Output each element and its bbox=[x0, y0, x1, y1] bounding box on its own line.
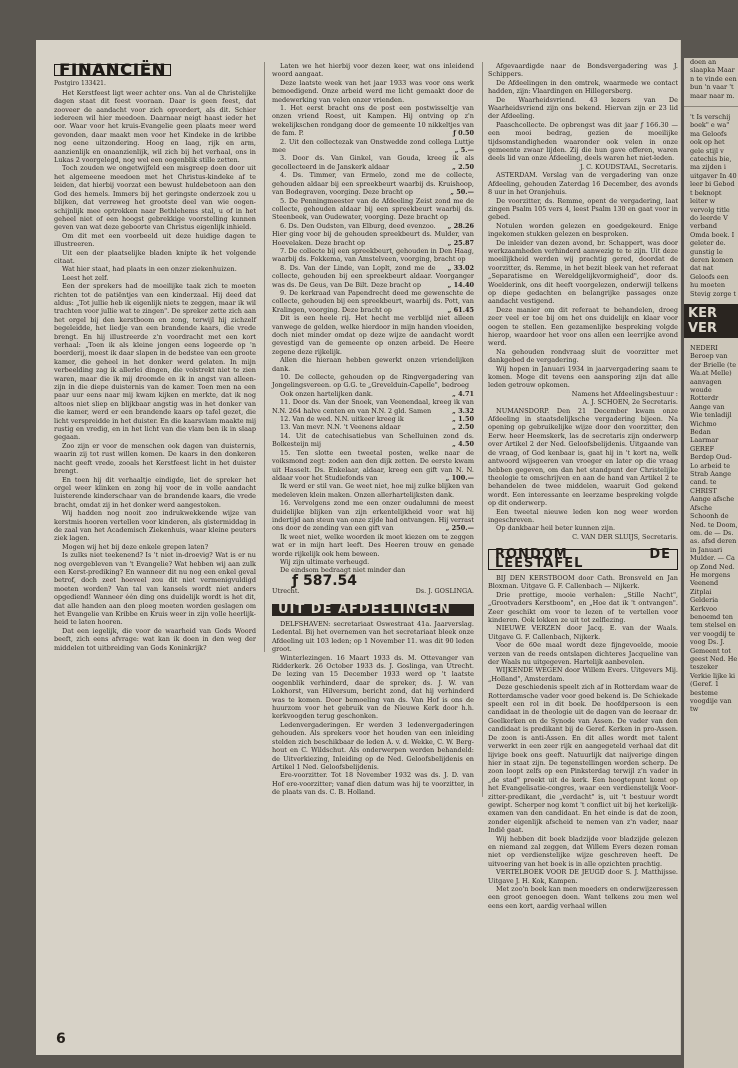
gift-text: 12. Van de wed. N.N. uitkeer kreeg ik bbox=[280, 415, 404, 424]
book-reviews bbox=[488, 574, 678, 910]
page-number: 6 bbox=[56, 1031, 66, 1047]
gift-text: Wij zijn ultimate verheugd. bbox=[280, 557, 370, 566]
paragraph: Op dankbaar heil beter kunnen zijn. bbox=[496, 524, 616, 533]
total-amount: ƒ 587.54 bbox=[292, 572, 357, 589]
paragraph: VERTELBOEK VOOR DE JEUGD door S. J. Matthijsse. Uitgave J. H. Kok, Kampen. bbox=[488, 868, 678, 885]
gift-text: Ik werd er stil van. Ge weet niet, hoe mij zulke blijken van medeleven klein maken. Onzen allerhartelijksten dank. bbox=[272, 482, 474, 499]
gift-text: 1. Het eerst bracht ons de post een postwisseltje van onzen vriend Roest, uit Kampen. Hij ontving op z'n wekelijkschen rondgang door de gemeente 10 nikkeltjes van de fam. P. bbox=[272, 104, 474, 138]
gift-item bbox=[272, 449, 474, 483]
gift-text: Dit is een heele rij. Het hecht me verblijd niet alleen vanwege de gelden, welke hierdoor in mijn handen vloeiden, doch niet minder omdat op deze wijze de aandacht wordt gevestigd van de gemeente op onzen arbeid. De Heere zegene deze rijkelijk. bbox=[272, 314, 474, 356]
gift-text: 2. Uit den collectezak van Onstwedde zond collega Luttje mee bbox=[272, 137, 474, 155]
gift-text: 7. De collecte bij een spreekbeurt, gehouden in Den Haag, waarbij ds. Fokkema, van Amstelveen, voorging, bracht op bbox=[272, 246, 474, 264]
signature-place: Utrecht. bbox=[272, 587, 300, 596]
paragraph: BIJ DEN KERSTBOOM door Cath. Bronsveld en Jan Bloxman. Uitgave G. F. Callenbach — Nijkerk. bbox=[488, 573, 678, 591]
adjacent-banner: KER VER bbox=[684, 304, 738, 338]
gift-amount: „ 61.45 bbox=[447, 305, 474, 314]
gift-item bbox=[272, 415, 474, 423]
paragraph: NIEUWE VERZEN door Jacq. E. van der Waals. Uitgave G. F. Callenbach, Nijkerk. bbox=[488, 624, 678, 641]
section-title-afdeelingen: UIT DE AFDEELINGEN bbox=[272, 604, 474, 616]
paragraph: WIJKENDE WEGEN door Willem Evers. Uitgevers Mij. „Holland", Amsterdam. bbox=[488, 666, 678, 683]
gift-amount: „ 1.50 bbox=[452, 415, 474, 424]
paragraph: Mogen wij het bij deze enkele grepen laten? bbox=[62, 542, 209, 551]
gift-item bbox=[272, 171, 474, 196]
gift-amount: „ 2.50 bbox=[452, 423, 474, 432]
gift-amount: ƒ 0.50 bbox=[453, 129, 474, 138]
gift-amount: „ 4.71 bbox=[452, 389, 474, 398]
gift-text: 16. Vervolgens zond me een onzer oudalumni de meest duidelijke blijken van zijn erkentelijkheid voor wat hij indertijd aan steun van onze zijde had ontvangen. Hij verrast ons door de zending van een gift van bbox=[272, 499, 474, 533]
adjacent-text-mid: 't Is verschij boek" e wa" ma Geloofs ook op het gele stijl v catechis bie, ma zijden i uitgaver In 40 leer bi Gebod t beknopt leiter w vervolg title do leerde V verband Omda boek. I geleter de. gunstig le deren komen dat nat Geloofs een hu moeten Stevig zorge t bbox=[690, 113, 737, 298]
gift-text: 10. De collecte, gehouden op de Ringvergadering van Jongelingsvereen. op G.G. te „Grevelduin-Capelle", bedroeg bbox=[272, 373, 474, 390]
paragraph: Toch zouden we ongetwijfeld een misgreep doen door uit het algemeene meedoen met het Christus-kindeke af te leiden, dat hierbij voorzat een bewust huldebetoon aan den God des hemels. Immers bij het geringste onderzoek zou u blijken, dat verreweg het grootste deel van wie oogenschijnlijk mee optrokken naar Bethlehems stal, u of in het geheel niet of een hoogst gebrekkige voorstelling kunnen geven van wat deze geboorte van Christus eigenlijk inhield. bbox=[54, 164, 256, 232]
gift-amount: „ 50.— bbox=[450, 188, 474, 197]
paragraph: Afgevaardigde naar de Bondsvergadering was J. Schippers. bbox=[488, 62, 678, 79]
paragraph: Deze geschiedenis speelt zich af in Rotterdam waar de Rotterdamsche vader voor goed bekend is. De Schiekade speelt een rol in dit boek. De hoofdpersoon is een candidaat in de theologie uit de dagen van de leeraar dr. Geelkerken en de Synode van Assen. De vader van den candidaat is predikant bij de Geref. Kerken in pro-Assen. De zoon is anti-Assen. En dit alles wordt met talent verwerkt in een zeer rijk en aangegeteld verhaal dat dit lijvige boek ons geeft. Natuurlijk dat naijverige dingen hier in staat zijn. De tegenstellingen worden scherp. De zoon loopt zelfs op een Pinksterdag terwijl z'n vader in „de stad" preekt uit de kerk. Een hoogtepunt komt op het Evangelisatie-congres, waar een verdienstelijk Voorzitter-predikant, die „verdacht" is, uit 't bestuur wordt gewipt. Scherper nog komt 't conflict uit bij het kerkelijk-examen van den candidaat. En het einde is dat de zoon, zonder eigenlijk afscheid te nemen van z'n vader, naar Indië gaat. bbox=[488, 683, 678, 835]
gift-amount: „ 250.— bbox=[445, 524, 474, 533]
paragraph: Wat hier staat, had plaats in een onzer ziekenhuizen. bbox=[62, 265, 237, 274]
paragraph: Notulen worden gelezen en goedgekeurd. Enige ingekomen stukken gelezen en besproken. bbox=[488, 221, 678, 239]
gift-item bbox=[272, 356, 474, 373]
section-title-financien: FINANCIËN bbox=[54, 64, 171, 76]
delfshaven-continued bbox=[488, 62, 678, 163]
gift-item bbox=[272, 558, 474, 566]
gift-text: De eindsom bedraagt niet minder dan bbox=[280, 566, 406, 575]
paragraph: Wij hebben dit boek bladzijde voor bladzijde gelezen en niemand zal zeggen, dat Willem Evers dezen roman niet op verdienstelijke wijze geschreven heeft. De uitvoering van het boek is in alle opzichten prachtig. bbox=[488, 834, 678, 868]
gift-item bbox=[272, 533, 474, 558]
paragraph: Een tweetal nieuwe leden kon nog weer worden ingeschreven. bbox=[488, 507, 678, 524]
asterdam-report bbox=[488, 171, 678, 390]
gift-item bbox=[272, 398, 474, 415]
paragraph: Winterlezingen. 16 Maart 1933 ds. M. Ottevanger van Ridderkerk. 26 October 1933 ds. J. Goslinga, van Utrecht. De lezing van 15 December 1933 werd op 't laatste oogenblik verhinderd, daar de spreker, ds. J. W. van Lokhorst, van Hilversum, bericht zond, dat hij verhinderd was te komen. Door bemoeling van ds. Van Hof is ons de huurzom voor het gebruik van de Nieuwe Kerk door h.h. kerkvoogden terug geschonken. bbox=[272, 653, 474, 721]
paragraph: Dat een iegelijk, die voor de waarheid van Gods Woord beeft, zich eens afvrage: wat kan ik doen in den weg der middelen tot uitbreiding van Gods Koninkrijk? bbox=[54, 626, 256, 652]
paragraph: Het Kerstfeest ligt weer achter ons. Van al de Christelijke dagen staat dit feest vooraan. Daar is geen feest, dat zooveer de aandacht voor zich opvordert, als dit. Schier iedereen wil hier meedoen. Daarnaar neigt haast ieder het oor. Waar voor het kruis-Evangelie geen plaats meer werd gevonden, daar maakt men voor het Kindeke in de kribbe nog eene uitzondering. Hoog en laag, rijk en arm, aanzienlijk en onaanzienlijk, wil zich bij het verhaal, ons in Lukas 2 voorgelegd, nog wel een oogenblik stille zetten. bbox=[54, 88, 256, 165]
gift-item bbox=[272, 154, 474, 171]
week-paragraph: Deze laatste week van het jaar 1933 was voor ons werk bemoedigend. Onze arbeid werd me licht gemaakt door de medewerking van velen onzer vrienden. bbox=[272, 78, 474, 104]
paragraph: Leest het zelf. bbox=[62, 273, 109, 282]
paragraph: Wij hadden nog nooit zoo indrukwekkende wijze van kerstmis hooren vertellen voor kinderen, als gistermiddag in de zaal van het Academisch Ziekenhuis, waar kleine peuters ziek lagen. bbox=[54, 509, 256, 543]
column-gifts bbox=[272, 62, 483, 797]
financien-body bbox=[54, 89, 256, 652]
paragraph: DELFSHAVEN: secretariaat Oswestraat 41a. Jaarverslag. Ledental. Bij het overnemen van het secretariaat bleek onze Afdeeling uit 103 leden; op 1 November 11. was dit 90 leden groot. bbox=[272, 620, 474, 654]
gift-text: 11. Door ds. Van der Snoek, van Veenendaal, kreeg ik van N.N. 264 halve centen en van N.N. 2 gld. Samen bbox=[272, 398, 474, 415]
paragraph: Een der sprekers had de moeilijke taak zich te moeten richten tot de patiëntjes van een kinderzaal. Hij deed dat aldus: „Tot jullie heb ik eigenlijk niets te zeggen, maar ik wil trachten voor jullie wat te zingen". De spreker zette zich aan het orgel bij den kerstboom en zong, terwijl hij zichzelf begeleidde, het liedje van een brandende kaars, die vrede brengt. En hij illustreerde z'n voordracht met een kort verhaal: „Toen ik als kleine jongen eens logeerde op 'n boerderij, moest ik daar slapen in de bedstee van een groote kamer, die geheel in het donker werd gelaten. In mijn verbeelding zag ik allerlei dingen, die volstrekt niet te zien waren, maar die ik mij droomde en ik in angst van alleen-zijn in die diepe duisternis van de kamer. Toen men na een paar uur eens naar mij kwam kijken en merkte, dat ik nog altoos niet sliep en blijkbaar angstig was in het donker van die kamer, werd er een brandende kaars op tafel gezet, die licht verspreidde in het duister. En die kaarsvlam maakte mij rustig en vredig, en in het licht van die vlam ben ik in slaap gegaan. bbox=[54, 282, 256, 442]
gift-item bbox=[272, 104, 474, 138]
gift-text: Ook onzen hartelijken dank. bbox=[280, 389, 373, 398]
paragraph: Voor de 60e maal wordt deze fijngevoelde, mooie verzen van de reeds ontslapen dichteres Jacqueline van der Waals nu uitgegeven. Hartelijk aanbevolen. bbox=[488, 641, 678, 667]
gift-item bbox=[272, 314, 474, 356]
paragraph: Deze manier om dit referaat te behandelen, droeg zeer veel er toe bij om het ons duidelijk en klaar voor oogen te stellen. Een gezamenlijke bespreking volgde hierop, waardoor het voor ons allen een leerrijke avond werd. bbox=[488, 305, 678, 348]
newspaper-page bbox=[36, 40, 680, 1055]
adjacent-text-bottom: NEDERI Beroep van der Brielle (te Wa.at Melle) aanvagen woude Rotterdr Aange van Wie tenladijl Wichmo Bedan Laarmar GEREF Berdep Oud-Lo arbeid te Strab Aange cand. te CHRIST Aange afsche Afsche Schoonh de Ned. te Doom, om. de — Ds. as. afsd deren in Januari Mulder. — Ca op Zond Ned. He morgens Veenend Zitplai Gelderia Kerkvoo benoemd ten tem stelsel en ver voogdij te voog Ds. J. Gemeent tot geest Ned. He teszeker Verkie lijke ki (Geref. 1 besteme voogdije van tw bbox=[690, 343, 738, 714]
paragraph: Wij hopen in Januari 1934 in jaarvergadering saam te komen. Moge dit tevens een aansporing zijn dat alle leden getrouw opkomen. bbox=[488, 364, 678, 390]
gift-list bbox=[272, 104, 474, 575]
paragraph: De inleider van dezen avond, br. Schappert, was door werkzaamheden verhinderd aanwezig te te zijn. Uit deze moeilijkheid werden wij prachtig gered, doordat de voorzitter, ds. Remme, in het bezit bleek van het referaat „Separatisme en Wereldgelijkvormigheid", door ds. Woelderink, ons dit heeft voorgelezen, onderwijl telkens op diepe gedachten en belangrijke passages onze aandacht vestigend. bbox=[488, 238, 678, 306]
paragraph: Zoo zijn er voor de menschen ook dagen van duisternis, waarin zij tot rust willen komen. De kaars in den donkeren nacht geeft vrede, zooals het Kerstfeest licht in het duister brengt. bbox=[54, 441, 256, 476]
paragraph: NUMANSDORP. Den 21 December kwam onze Afdeeling in staatsdelijksche vergadering bijeen. Na opening op gebruikelijke wijze door den voorzitter, den Eerw. heer Heemskerk, las de secretaris zijn onderwerp over Artikel 2 der Ned. Geloofsbelijdenis. Uitgaande van de vraag, of God kenbaar is, gaat hij in 't kort na, welk antwoord wijsgeeren van vroeger en later op die vraag hebben gegeven, om dan het standpunt der Christelijke theologie te omschrijven en aan de hand van Artikel 2 te behandelen de twee middelen, waaruit God gekend wordt. Een interessante en leerzame bespreking volgde op dit onderwerp. bbox=[488, 406, 678, 508]
gift-item bbox=[272, 289, 474, 314]
paragraph: ASTERDAM. Verslag van de vergadering van onze Afdeeling, gehouden Zaterdag 16 December, des avonds 8 uur in het Oranjehuis. bbox=[488, 171, 678, 197]
signature-sluijs: C. VAN DER SLUIJS, Secretaris. bbox=[572, 532, 678, 541]
paragraph: Uit een der plaatselijke bladen knipte ik het volgende citaat. bbox=[54, 248, 256, 265]
gift-amount: „ 28.26 bbox=[447, 221, 474, 230]
paragraph: Is zulks niet teekenend? Is 't niet in-droevig? Wat is er nu nog overgebleven van 't Evangelie? Wat hebben wij aan zulk een Kerst-prediking? En wanneer dit nu nog een enkel geval betrof, doch zeet hoeveel zou dit niet vermenigvuldigd moeten worden? Van tal van kansels wordt niet anders opgediend! Wanneer één ding ons duidelijk wordt is het dit, dat alle handen aan den ploeg moeten worden geslagen om het Evangelie van Kribbe en Kruis weer in zijn volle heerlijkheid te laten hooren. bbox=[54, 551, 256, 627]
signature-schoen: A. J. SCHOEN, 2e Secretaris. bbox=[582, 398, 678, 407]
gift-text: 3. Door ds. Van Ginkel, van Gouda, kreeg ik als gecollecteerd in de Janskerk aldaar bbox=[272, 154, 474, 171]
paragraph: Na gehouden rondvraag sluit de voorzitter met dankgebed de vergadering. bbox=[488, 347, 678, 365]
gift-text: Allen die hieraan hebben gewerkt onzen vriendelijken dank. bbox=[272, 356, 474, 373]
paragraph: De Afdeelingen in den omtrek, waarmede we contact hadden, zijn: Vlaardingen en Hillegersberg. bbox=[488, 78, 678, 96]
paragraph: Paaschcollecte. De opbrengst was dit jaar ƒ 166.30 — een mooi bedrag, gezien de moeilijke tijdsomstandigheden waaronder ook velen in onze gemeente zwaar lijden. Zij die hun gave offeren, waren deels lid van onze Afdeeling, deels waren het niet-leden. bbox=[488, 120, 678, 163]
gift-amount: „ 2.50 bbox=[452, 162, 474, 171]
gift-text: 14. Uit de catechisatiebus van Schelluinen zond ds. Bolkesteijn mij bbox=[272, 431, 474, 449]
adjacent-divider bbox=[684, 106, 738, 107]
signature-koudstaal: J. C. KOUDSTAAL, Secretaris. bbox=[579, 162, 678, 171]
adjacent-page-strip bbox=[684, 58, 738, 1068]
paragraph: De Waarheidsvriend. 43 lezers van De Waarheidsvriend zijn ons bekend. Hiervan zijn er 23 lid der Afdeeling. bbox=[488, 95, 678, 121]
gift-text: 9. De kerkraad van Papendrecht deed me gewenschte de collecte, gehouden bij een spreekbeurt, waarbij ds. Pott, van Kralingen, voorging. Deze bracht op bbox=[272, 288, 474, 314]
gift-item bbox=[272, 246, 474, 272]
gift-amount: „ 4.50 bbox=[452, 440, 474, 449]
gift-item bbox=[272, 482, 474, 499]
paragraph: Ere-voorzitter. Tot 18 November 1932 was ds. J. D. van Hof ere-voorzitter; vanaf dien datum was hij te voorzitter, in de plaats van ds. C. B. Holland. bbox=[272, 771, 474, 797]
gift-item bbox=[272, 423, 474, 431]
numansdorp-report bbox=[488, 407, 678, 533]
gift-text: 6. Ds. Den Oudsten, van Elburg, deed evenzoo. Hier ging voor bij de gehouden spreekbeurt ds. Mulder, van Hoevelaken. Deze bracht op bbox=[272, 221, 474, 247]
paragraph: En toen hij dit verhaaltje eindigde, liet de spreker het orgel weer klinken en zong hij voor de in volle aandacht luisterende kinderschaar van de brandende kaars, die vrede bracht, omdat zij in het donker werd aangestoken. bbox=[54, 475, 256, 509]
afdeelingen-body bbox=[272, 620, 474, 797]
gift-text: 13. Van mevr. N.N. 't Veenens aldaar bbox=[280, 423, 401, 432]
paragraph: De voorzitter, ds. Remme, opent de vergadering, laat zingen Psalm 105 vers 4, leest Psalm 130 en gaat voor in gebed. bbox=[488, 196, 678, 222]
gift-text: 5. De Penningmeester van de Afdeeling Zeist zond me de collecte, gehouden aldaar bij een spreekbeurt waarbij ds. Steenbeek, van Oudewater, voorging. Deze bracht op bbox=[272, 196, 474, 222]
gift-text: 15. Ten slotte een tweetal posten, welke naar de voiksmond zegt: zoden aan den dijk zetten. De eerste kwam uit Hasselt. Ds. Enkelaar, aldaar, kreeg een gift van N. N. aldaar voor het Studiefonds van bbox=[272, 448, 474, 482]
postgiro-line: Postgiro 133421. bbox=[54, 80, 106, 88]
gift-amount: „ 33.02 bbox=[447, 263, 474, 272]
gift-amount: „ 100.— bbox=[445, 473, 474, 482]
section-title-leestafel: RONDOM DE LEESTAFEL bbox=[488, 549, 678, 570]
gift-amount: „ 14.40 bbox=[447, 280, 474, 289]
paragraph: Met zoo'n boek kan men moeders en onderwijzeressen een groot genoegen doen. Want telkens zou men wel eens een kort, aardig verhaal willen bbox=[488, 885, 678, 910]
signature-name: Ds. J. GOSLINGA. bbox=[415, 587, 474, 596]
column-financien bbox=[54, 62, 265, 652]
gift-amount: „ 25.87 bbox=[447, 238, 474, 247]
gift-item bbox=[272, 432, 474, 449]
signature-namens: Namens het Afdeelingsbestuur : bbox=[571, 389, 678, 398]
gift-amount: „ 5.— bbox=[454, 146, 474, 155]
paragraph: Ledenvergaderingen. Er werden 3 ledenvergaderingen gehouden. Als sprekers voor het houden van een inleiding stelden zich beschikbaar de leden A. v. d. Wekke, C. W. Berghout en C. Wildschut. Als onderwerpen werden behandeld: de Uitverkiezing, Inleiding op de Ned. Geloofsbelijdenis en Artikel 1 Ned. Geloofsbelijdenis. bbox=[272, 720, 474, 771]
column-reports bbox=[488, 62, 678, 910]
gift-text: Ik weet niet, welke woorden ik moet kiezen om te zeggen wat er in mijn hart leeft. Des Heeren trouw en genade worde rijkelijk ook hem beween. bbox=[272, 532, 474, 558]
gift-text: 8. Ds. Van der Linde, van Loplt, zond me de collecte, gehouden bij een spreekbeurt aldaar. Voorganger was ds. De Geus, van De Bilt. Deze bracht op bbox=[272, 263, 474, 289]
gift-amount: „ 3.32 bbox=[452, 406, 474, 415]
paragraph: Om dit met een voorbeeld uit deze huidige dagen te illustreeren. bbox=[54, 231, 256, 249]
gift-item bbox=[272, 138, 474, 155]
intro-paragraph: Laten we het hierbij voor dezen keer, wat ons inleidend woord aangaat. bbox=[272, 62, 474, 79]
gift-item bbox=[272, 196, 474, 230]
gift-item bbox=[272, 499, 474, 533]
gift-text: 4. Ds. Timmer, van Ermelo, zond me de collecte, gehouden aldaar bij een spreekbeurt waarbij ds. Kruishoop, van Bodegraven, voorging. Deze bracht op bbox=[272, 171, 474, 197]
adjacent-text-top: doen an slaapka Maar n te vinde een bun 'n vaar 't maar naar m. bbox=[690, 58, 737, 100]
paragraph: Drie prettige, mooie verhalen: „Stille Nacht", „Grootvaders Kerstboom", en „Hoe dat ik 't ontvangen". Zeer geschikt om voor te lezen of te vertellen voor kinderen. Ook lokken ze uit tot zelflezing. bbox=[488, 590, 678, 624]
